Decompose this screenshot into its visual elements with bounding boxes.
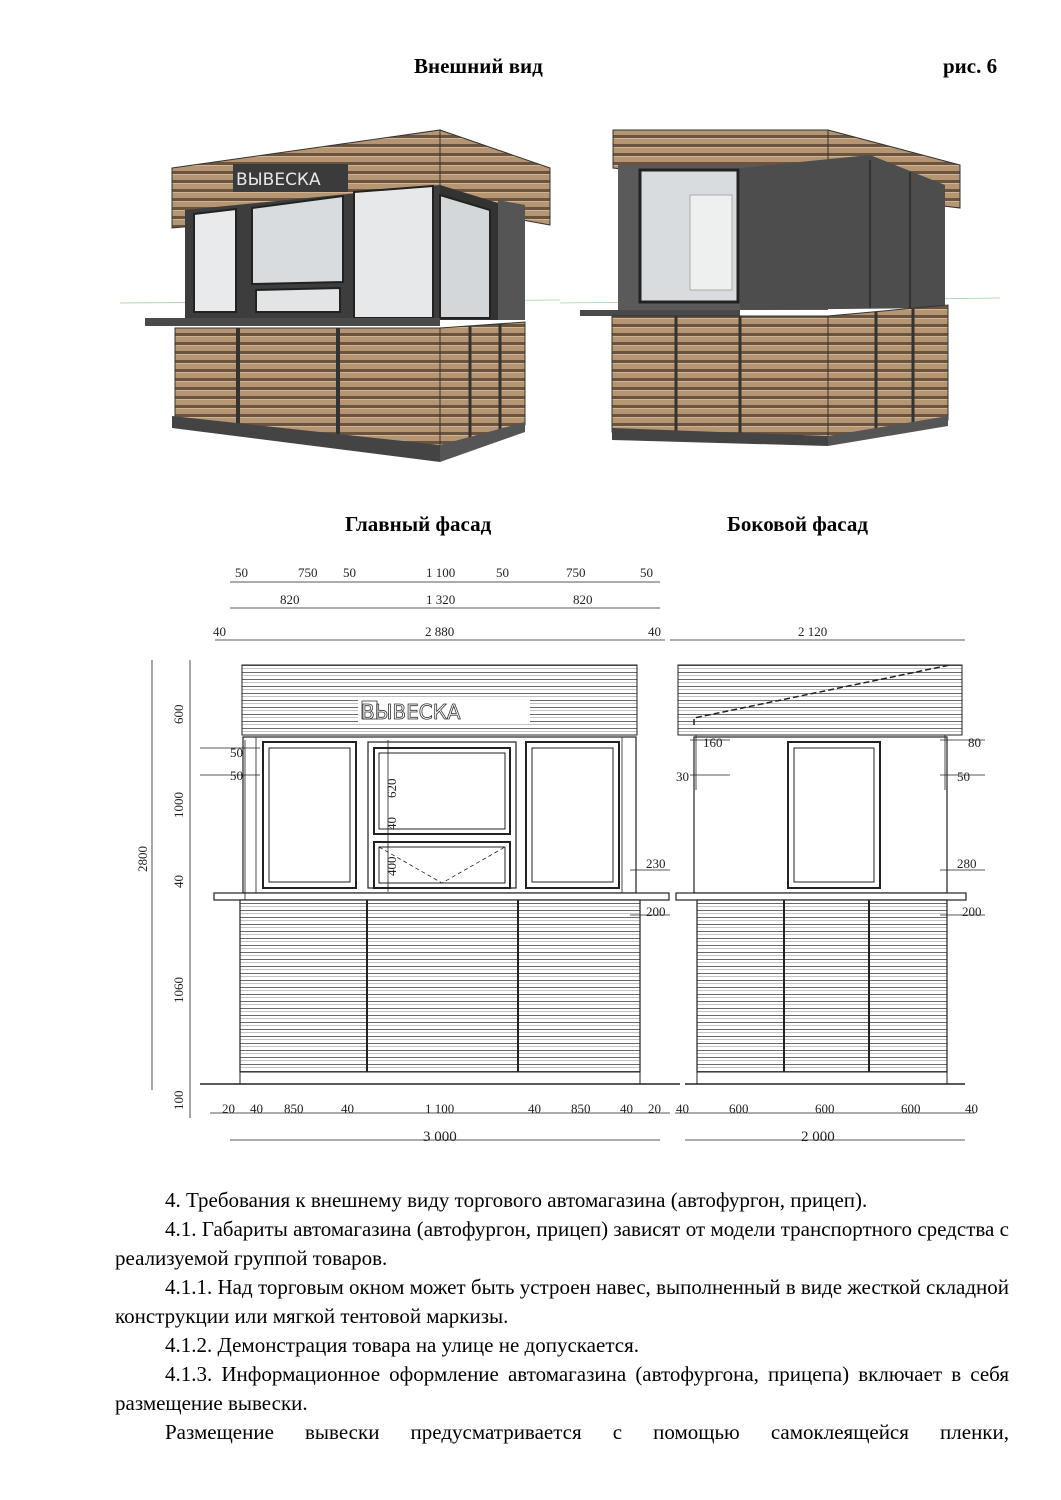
paragraph-4-1-3: 4.1.3. Информационное оформление автомагазина (автофургона, прицепа) включает в себя размещение вывески. bbox=[115, 1362, 1009, 1415]
dim-window-400: 400 bbox=[384, 856, 399, 876]
dim-bottom-5: 1 100 bbox=[425, 1101, 455, 1116]
dim-left-600: 600 bbox=[171, 704, 186, 724]
dim-roof-1: 40 bbox=[213, 624, 226, 639]
figure-title: Внешний вид bbox=[414, 54, 543, 78]
dim-front-230: 230 bbox=[646, 856, 666, 871]
render-side-3d bbox=[560, 130, 1000, 446]
dim-left-1000: 1000 bbox=[171, 792, 186, 818]
dim-side-bottom-2: 600 bbox=[729, 1101, 749, 1116]
body-text bbox=[115, 1186, 1009, 1447]
dim-top-2: 750 bbox=[298, 565, 318, 580]
dim-side-bottom-1: 40 bbox=[676, 1101, 689, 1116]
dim-row2-2: 1 320 bbox=[426, 592, 456, 607]
paragraph-4: 4. Требования к внешнему виду торгового автомагазина (автофургон, прицеп). bbox=[165, 1188, 868, 1212]
dim-top-7: 50 bbox=[640, 565, 653, 580]
dim-side-50: 50 bbox=[957, 769, 970, 784]
dim-row2-1: 820 bbox=[280, 592, 300, 607]
front-facade-label: Главный фасад bbox=[345, 512, 492, 536]
dim-bottom-1: 20 bbox=[222, 1101, 235, 1116]
dim-window-40: 40 bbox=[384, 817, 399, 830]
side-facade-label: Боковой фасад bbox=[727, 512, 868, 536]
side-facade-drawing bbox=[676, 665, 966, 1084]
paragraph-4-1-1: 4.1.1. Над торговым окном может быть устроен навес, выполненный в виде жесткой складной конструкции или мягкой тентовой маркизы. bbox=[115, 1275, 1009, 1328]
dim-side-bottom-5: 40 bbox=[965, 1101, 978, 1116]
sign-text-drawing: ВЫВЕСКА bbox=[361, 700, 461, 724]
dim-top-4: 1 100 bbox=[426, 565, 456, 580]
dim-row2-3: 820 bbox=[573, 592, 593, 607]
dim-side-200: 200 bbox=[962, 904, 982, 919]
paragraph-4-1-2: 4.1.2. Демонстрация товара на улице не допускается. bbox=[165, 1333, 639, 1357]
dim-left-100: 100 bbox=[171, 1090, 186, 1110]
dim-top-5: 50 bbox=[496, 565, 509, 580]
dim-bottom-2: 40 bbox=[250, 1101, 263, 1116]
dim-side-80: 80 bbox=[968, 735, 981, 750]
dim-front-50b: 50 bbox=[230, 768, 243, 783]
sign-text-front: ВЫВЕСКА bbox=[236, 170, 321, 190]
dim-roof-side: 2 120 bbox=[798, 624, 828, 639]
dim-roof-3: 40 bbox=[648, 624, 661, 639]
dim-bottom-9: 20 bbox=[648, 1101, 661, 1116]
dim-top-6: 750 bbox=[566, 565, 586, 580]
front-facade-drawing bbox=[200, 665, 680, 1084]
dim-bottom-6: 40 bbox=[528, 1101, 541, 1116]
dim-roof-2: 2 880 bbox=[425, 624, 455, 639]
dim-left-1060: 1060 bbox=[171, 977, 186, 1003]
paragraph-4-1: 4.1. Габариты автомагазина (автофургон, прицеп) зависят от модели транспортного средства с реализуемой группой товаров. bbox=[115, 1217, 1009, 1270]
dim-front-50a: 50 bbox=[230, 745, 243, 760]
dim-side-160: 160 bbox=[703, 735, 723, 750]
dim-top-3: 50 bbox=[343, 565, 356, 580]
dim-side-30: 30 bbox=[676, 769, 689, 784]
dim-bottom-7: 850 bbox=[571, 1101, 591, 1116]
dim-side-bottom-4: 600 bbox=[901, 1101, 921, 1116]
dim-left-40: 40 bbox=[171, 875, 186, 888]
dim-bottom-8: 40 bbox=[620, 1101, 633, 1116]
dim-side-bottom-3: 600 bbox=[815, 1101, 835, 1116]
paragraph-sign-placement: Размещение вывески предусматривается с помощью самоклеящейся пленки, bbox=[165, 1420, 1009, 1444]
dim-bottom-4: 40 bbox=[341, 1101, 354, 1116]
dim-front-200: 200 bbox=[646, 904, 666, 919]
dim-total-height: 2800 bbox=[135, 846, 150, 872]
dim-top-1: 50 bbox=[235, 565, 248, 580]
figure-number: рис. 6 bbox=[943, 54, 998, 78]
dim-side-280: 280 bbox=[957, 856, 977, 871]
dim-total-side: 2 000 bbox=[801, 1129, 835, 1145]
dim-window-620: 620 bbox=[384, 778, 399, 798]
dim-total-front: 3 000 bbox=[423, 1129, 457, 1145]
render-front-3d bbox=[120, 130, 560, 462]
dim-bottom-3: 850 bbox=[284, 1101, 304, 1116]
